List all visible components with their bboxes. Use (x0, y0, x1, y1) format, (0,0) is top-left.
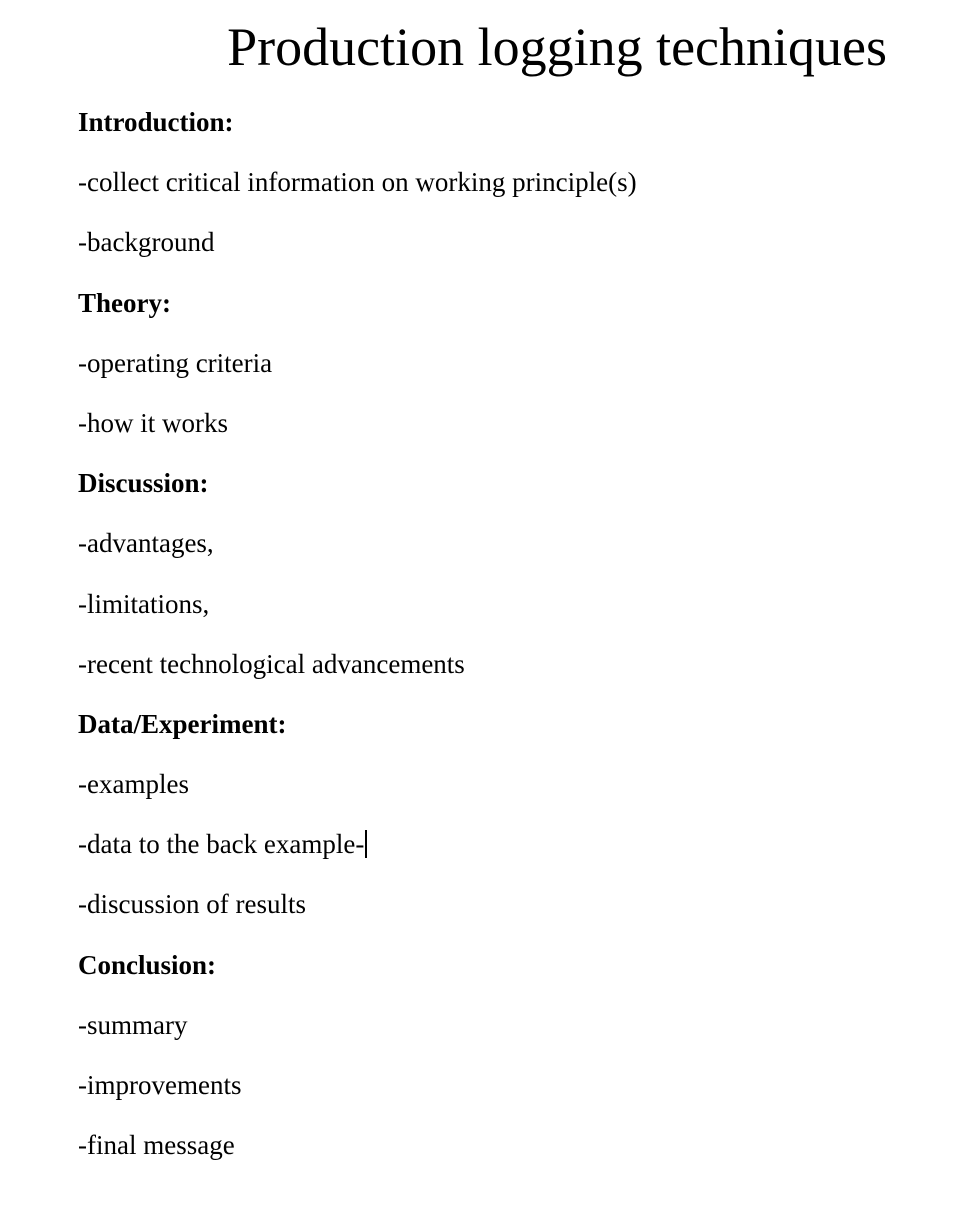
list-item[interactable]: -advantages, (78, 528, 214, 559)
section-heading-theory[interactable]: Theory: (78, 287, 171, 318)
list-item[interactable]: -recent technological advancements (78, 648, 465, 679)
list-item[interactable]: -how it works (78, 407, 228, 438)
list-item-text[interactable]: -data to the back example- (78, 829, 365, 860)
list-item[interactable]: -examples (78, 769, 189, 800)
text-cursor (365, 830, 367, 858)
list-item[interactable]: -summary (78, 1009, 188, 1040)
list-item[interactable]: -discussion of results (78, 889, 306, 920)
list-item[interactable]: -collect critical information on working principle(s) (78, 167, 637, 198)
list-item[interactable]: -improvements (78, 1070, 242, 1100)
list-item[interactable]: -final message (78, 1130, 235, 1161)
document-outline (78, 106, 938, 1189)
section-heading-introduction[interactable]: Introduction: (78, 107, 234, 137)
list-item[interactable]: -operating criteria (78, 347, 273, 378)
section-heading-data-experiment[interactable]: Data/Experiment: (78, 708, 287, 739)
list-item-with-cursor[interactable] (78, 828, 938, 888)
section-heading-discussion[interactable]: Discussion: (78, 468, 209, 499)
document-title[interactable]: Production logging techniques (227, 17, 887, 77)
list-item[interactable]: -limitations, (78, 588, 210, 619)
list-item[interactable]: -background (78, 227, 215, 258)
section-heading-conclusion[interactable]: Conclusion: (78, 949, 217, 980)
